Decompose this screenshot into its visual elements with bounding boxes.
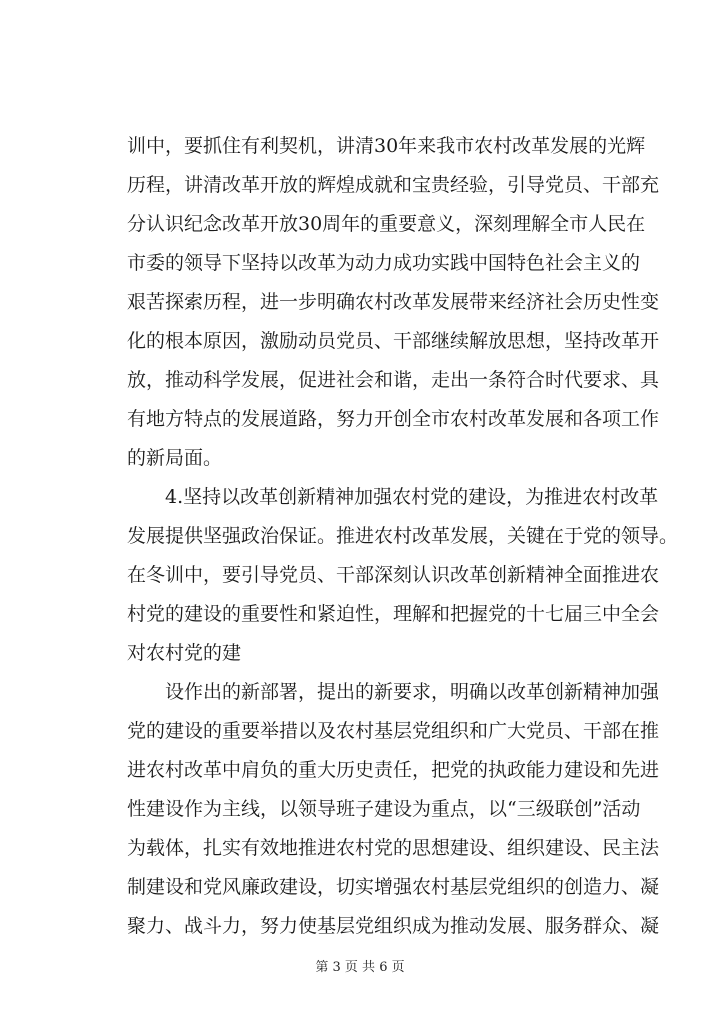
text-line: 的新局面。	[127, 447, 223, 469]
text-line: 分认识纪念改革开放30周年的重要意义，深刻理解全市人民在	[127, 213, 646, 235]
text-line: 对农村党的建	[127, 642, 242, 664]
page-number: 第 3 页 共 6 页	[315, 960, 405, 975]
text-line: 有地方特点的发展道路，努力开创全市农村改革发展和各项工作	[127, 408, 660, 430]
text-line: 进农村改革中肩负的重大历史责任，把党的执政能力建设和先进	[127, 759, 660, 781]
text-line: 放，推动科学发展，促进社会和谐，走出一条符合时代要求、具	[127, 369, 660, 391]
text-line: 村党的建设的重要性和紧迫性，理解和把握党的十七届三中全会	[127, 603, 660, 625]
text-line: 4.坚持以改革创新精神加强农村党的建设，为推进农村改革	[165, 486, 659, 508]
text-line: 化的根本原因，激励动员党员、干部继续解放思想，坚持改革开	[127, 330, 660, 352]
text-line: 艰苦探索历程，进一步明确农村改革发展带来经济社会历史性变	[127, 291, 660, 313]
page-footer	[0, 958, 720, 978]
text-line: 在冬训中，要引导党员、干部深刻认识改革创新精神全面推进农	[127, 564, 660, 586]
text-line: 为载体，扎实有效地推进农村党的思想建设、组织建设、民主法	[127, 837, 660, 859]
text-line: 市委的领导下坚持以改革为动力成功实践中国特色社会主义的	[127, 252, 641, 274]
text-line: 历程，讲清改革开放的辉煌成就和宝贵经验，引导党员、干部充	[127, 174, 660, 196]
text-line: 制建设和党风廉政建设，切实增强农村基层党组织的创造力、凝	[127, 876, 660, 898]
text-line: 聚力、战斗力，努力使基层党组织成为推动发展、服务群众、凝	[127, 915, 660, 937]
text-line: 党的建设的重要举措以及农村基层党组织和广大党员、干部在推	[127, 720, 660, 742]
text-line: 训中，要抓住有利契机，讲清30年来我市农村改革发展的光辉	[127, 135, 646, 157]
text-line: 设作出的新部署，提出的新要求，明确以改革创新精神加强	[165, 681, 660, 703]
text-line: 发展提供坚强政治保证。推进农村改革发展，关键在于党的领导。	[127, 525, 679, 547]
text-line: 性建设作为主线，以领导班子建设为重点，以“三级联创”活动	[127, 798, 641, 820]
